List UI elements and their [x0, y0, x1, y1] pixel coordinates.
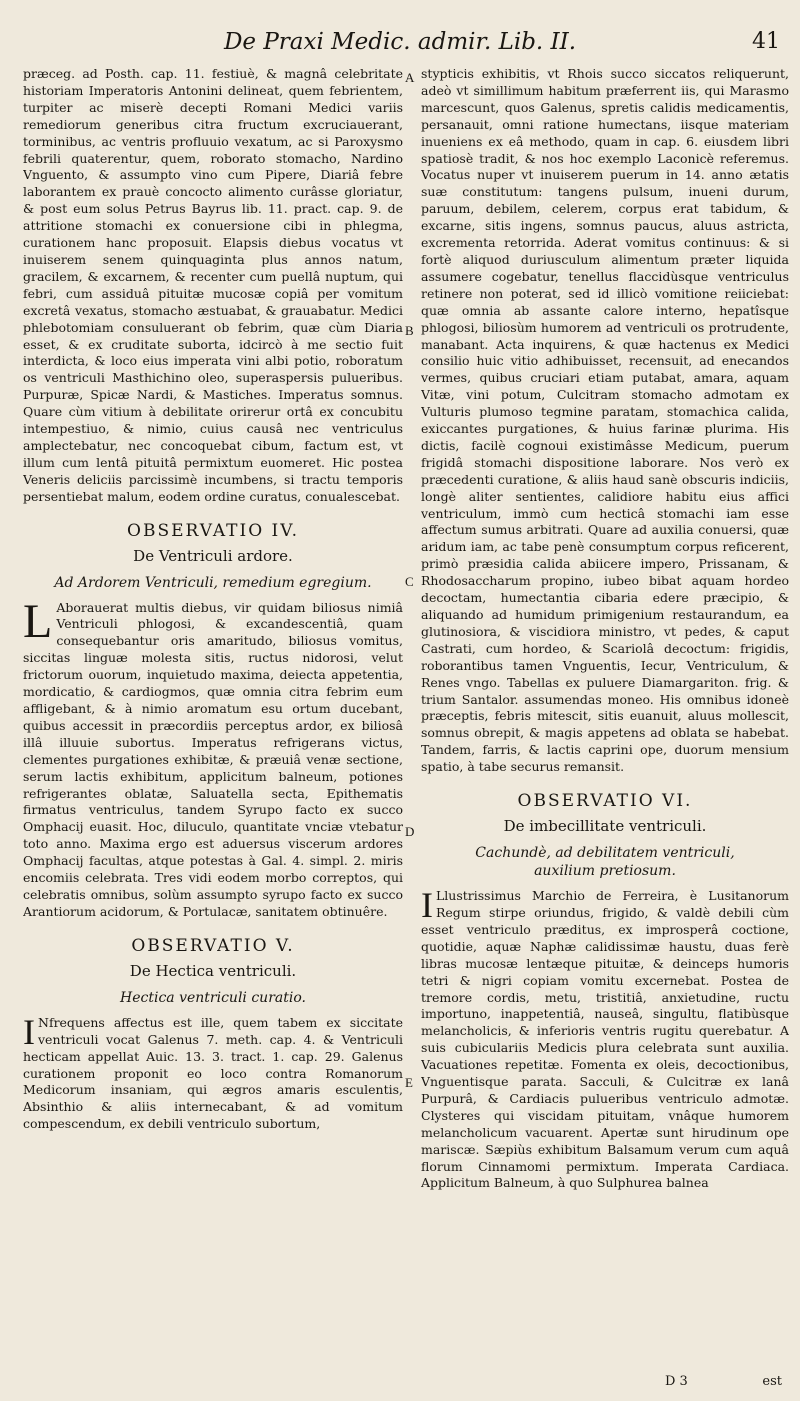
right-column — [421, 66, 789, 1361]
left-column — [23, 66, 403, 1361]
observation-5-remedy: Hectica ventriculi curatio. — [120, 989, 306, 1006]
observation-5-body: Nfrequens affectus est ille, quem tabem ex siccitate ventriculi vocat Galenus 7. meth. cap. 4. & Ventriculi hecticam appellat Auic. 13. 3. tract. 1. cap. 29. Galenus curationem proponit eo loco contra Romanorum Medicorum insaniam, qui ægros amaris esculentis, Absinthio & aliis internecabant, & ad vomitum compescendum, ex debili ventriculo subortum, — [23, 1014, 403, 1132]
observation-6-text — [421, 885, 789, 1192]
margin-letter-a: A — [405, 70, 415, 85]
margin-letter-d: D — [405, 824, 415, 839]
running-head: De Praxi Medic. admir. Lib. II. — [223, 29, 577, 55]
observation-5-text — [23, 1011, 403, 1133]
observation-4-text — [23, 594, 403, 921]
observation-6-subtitle: De imbecillitate ventriculi. — [503, 817, 707, 836]
page-number: 41 — [752, 29, 780, 54]
observation-4-subtitle: De Ventriculi ardore. — [133, 546, 293, 565]
catchword: est — [762, 1374, 782, 1389]
printer-signature: D 3 — [665, 1374, 688, 1389]
drop-cap: I — [23, 1011, 35, 1052]
right-opening-paragraph: stypticis exhibitis, vt Rhois succo siccatos reliquerunt, adeò vt simillimum habitum præferrent iis, qui Marasmo marcescunt, quos Galenus, spretis calidis medicamentis, persanauit, omni ratione humectans, iisque materiam inueniens ex eâ methodo, quam in cap. 6. eiusdem libri spatiosè tradit, & nos hoc exemplo Laconicè referemus. Vocatus nuper vt inuiserem puerum in 14. anno ætatis suæ constitutum: tangens pulsum, inueni durum, paruum, debilem, celerem, corpus erat tabidum, & excarne, sitis ingens, somnus paucus, aluus astricta, excrementa retorrida. Aderat vomitus continuus: & si fortè aliquod duriusculum alimentum præter liquida assumere cogebatur, tenellus flaccidùsque ventriculus retinere non poterat, sed id illicò vomitione reiiciebat: quæ omnia ab assante calore interno, hepatîsque phlogosi, biliosùm humorem ad ventriculi os protrudente, manabant. Acta inquirens, & quæ hactenus ex Medici consilio huic vitio adhibuisset, recensuit, ad enecandos vermes, quibus cruciari etiam putabat, amara, aquam Vitæ, vini potum, Culcitram stomacho admotam ex Vulturis plumoso tegmine paratam, stomachica calida, exiccantes purgationes, & huius farinæ plurima. His dictis, facilè cognoui existimâsse Medicum, puerum frigidâ stomachi dispositione laborare. Nos verò ex præcedenti curatione, & aliis haud sanè obscuris indiciis, longè aliter sentientes, calidiore habitu eius affici ventriculum, immò cum hecticâ stomachi iam esse affectum sumus arbitrati. Quare ad auxilia conuersi, quæ aridum iam, ac tabe penè consumptum corpus reficerent, primò præsidia calida abiicere impero, Prissanam, & Rhodosaccharum propino, iubeo bibat aquam hordeo decoctam, humectantia cibaria edere præcipio, & aliquando ad humidum primigenium restaurandum, ea glutinosiora, & viscidiora ministro, vt pedes, & caput Castrati, cum hordeo, & Scariolâ decoctum: frigidis, roborantibus tamen Vnguentis, Iecur, Ventriculum, & Renes vngo. Tabellas ex puluere Diamargariton. frig. & trium Santalor. assumendas moneo. His omnibus idoneè præceptis, febris mitescit, sitis euanuit, aluus mollescit, somnus obrepit, & magis appetens ad oblata se habebat. Tandem, farris, & lactis caprini ope, duorum mensium spatio, à tabe securus remansit. — [421, 66, 789, 775]
margin-letter-e: E — [405, 1075, 413, 1090]
margin-letter-c: C — [405, 574, 414, 589]
observation-4-heading: OBSERVATIO IV. — [127, 520, 299, 541]
observation-6-heading: OBSERVATIO VI. — [517, 791, 693, 812]
observation-4-body: Aborauerat multis diebus, vir quidam biliosus nimiâ Ventriculi phlogosi, & excandescentiâ, quam consequebantur oris amaritudo, biliosus vomitus, siccitas linguæ molesta sitis, ructus nidorosi, velut frictorum ouorum, inquietudo maxima, deiecta appetentia, mordicatio, & cardiogmos, quæ omnia citra febrim eum affligebant, & à nimio aromatum esu ortum ducebant, quibus accessit in præcordiis perceptus ardor, ex biliosâ illâ illuuie subortus. Imperatus refrigerans victus, clementes purgationes exhibitæ, & præuiâ venæ sectione, serum lactis exhibitum, applicitum balneum, potiones refrigerantes oblatæ, Saluatella secta, Epithematis firmatus ventriculus, tandem Syrupo facto ex succo Omphacij euasit. Hoc, diluculo, quantitate vnciæ vtebatur toto anno. Maxima ergo est aduersus viscerum ardores Omphacij facultas, atque potestas à Gal. 4. simpl. 2. miris encomiis celebrata. Tres vidi eodem morbo correptos, qui celebratis omnibus, solùm assumpto syrupo facto ex succo Arantiorum acidorum, & Portulacæ, sanitatem obtinuêre. — [23, 599, 403, 919]
observation-5-subtitle: De Hectica ventriculi. — [129, 961, 297, 980]
drop-cap: I — [421, 885, 433, 926]
observation-4-remedy: Ad Ardorem Ventriculi, remedium egregium. — [54, 574, 372, 591]
observation-6-body: Llustrissimus Marchio de Ferreira, è Lusitanorum Regum stirpe oriundus, frigido, & valdè debili cùm esset ventriculo præditus, ex improsperâ coctione, quotidie, aquæ Naphæ calidissimæ haustu, duas ferè libras mucosæ lentæque pituitæ, & deinceps humoris tetri & nigri copiam vomitu excernebat. Postea de tremore cordis, metu, tristitiâ, anxietudine, ructu importuno, inappetentiâ, nauseâ, singultu, flatibùsque melancholicis, & inferioris ventris rugitu querebatur. A suis cubiculariis Medicis plura celebrata sunt auxilia. Vacuationes repetitæ. Fomenta ex oleis, decoctionibus, Vnguentisque parata. Sacculi, & Culcitræ ex lanâ Purpurâ, & Cardiacis pulueribus ventriculo admotæ. Clysteres qui viscidam pituitam, vnâque humorem melancholicum vacuarent. Apertæ sunt hirudinum ope mariscæ. Sæpiùs exhibitum Balsamum verum cum aquâ florum Cinnamomi permixtum. Imperata Cardiaca. Applicitum Balneum, à quo Sulphurea balnea — [421, 888, 789, 1191]
drop-cap: L — [23, 594, 53, 648]
observation-6-remedy: Cachundè, ad debilitatem ventriculi, auxilium pretiosum. — [475, 845, 735, 880]
page-header — [0, 22, 800, 62]
observation-5-heading: OBSERVATIO V. — [131, 935, 295, 956]
margin-letter-b: B — [405, 323, 414, 338]
left-opening-paragraph: præceg. ad Posth. cap. 11. festiuè, & magnâ celebritate historiam Imperatoris Antonini delineat, quem febrientem, turpiter ac miserè decepti Romani Medici variis remediorum generibus citra fructum excruciauerant, torminibus, ac ventris profluuio vexatum, ac si Paroxysmo febrili quaterentur, quem, roborato stomacho, Nardino Vnguento, & assumpto vino cum Pipere, Diariâ febre laborantem ex prauè concocto alimento curâsse gloriatur, & post eum solus Petrus Bayrus lib. 11. pract. cap. 9. de attritione stomachi ex conuersione cibi in phlegma, curationem hanc proposuit. Elapsis diebus vocatus vt inuiserem senem quinquaginta plus annos natum, gracilem, & excarnem, & recenter cum puellâ nuptum, qui febri, cum assiduâ pituitæ mucosæ copiâ per vomitum excretâ vexatus, stomacho æstuabat, & grauabatur. Medici phlebotomiam consuluerant ob febrim, quæ cùm Diaria esset, & ex cruditate suborta, idcircò à me sectio fuit interdicta, & loco eius imperata vini albi potio, roboratum os ventriculi Masthichino oleo, superaspersis pulueribus. Purpuræ, Spicæ Nardi, & Mastiches. Imperatus somnus. Quare cùm vitium à debilitate orirerur ortâ ex concubitu intempestiuo, & nimio, cuius causâ nec ventriculus amplectebatur, nec concoquebat cibum, factum est, vt illum cum lentâ pituitâ permixtum euomeret. Hic postea Veneris deliciis parcissimè incumbens, si tractu temporis persentiebat malum, eodem ordine curatus, conualescebat. — [23, 66, 403, 504]
